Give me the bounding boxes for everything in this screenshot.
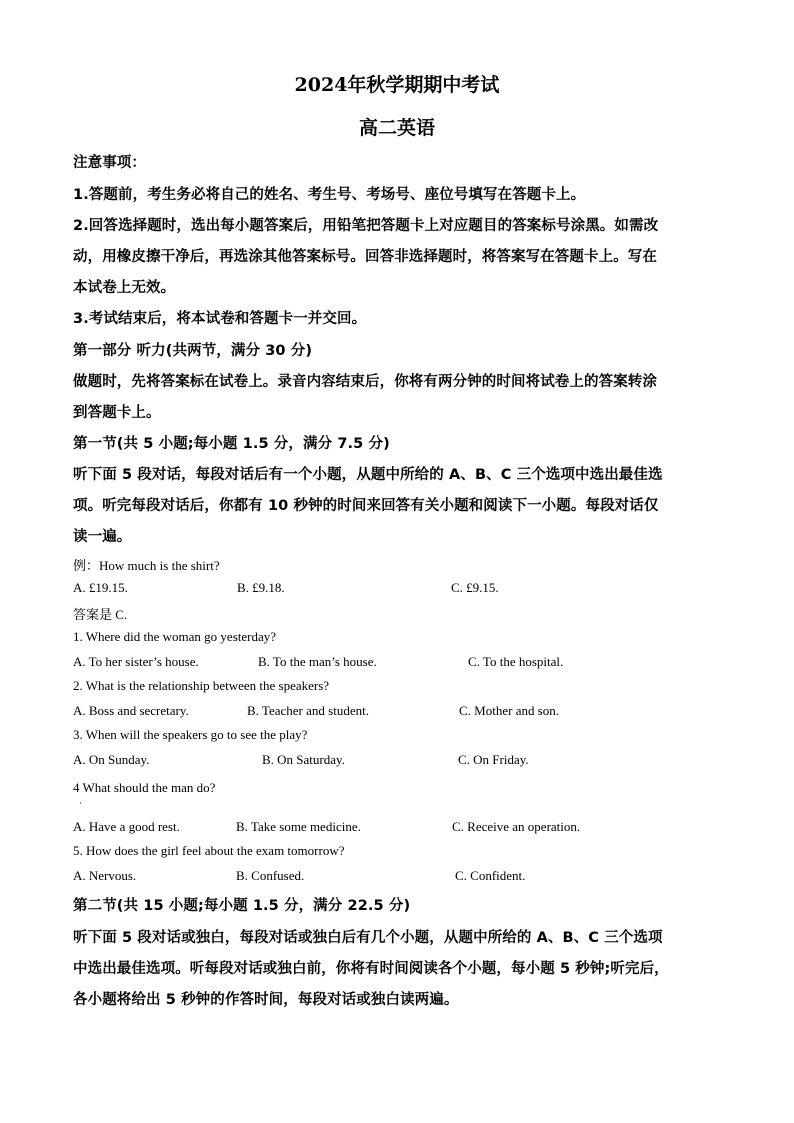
question-3-option-a: A. On Sunday. (73, 752, 150, 767)
question-2-option-b: B. Teacher and student. (247, 703, 369, 718)
question-4: 4 What should the man do? (73, 780, 216, 795)
section2-instruction-1: 听下面 5 段对话或独白，每段对话或独白后有几个小题，从题中所给的 A、B、C 三个选项 (73, 930, 663, 946)
example-question: 例：How much is the shirt? (73, 558, 220, 573)
example-option-b: B. £9.18. (237, 580, 285, 595)
part1-heading: 第一部分 听力(共两节，满分 30 分) (73, 343, 313, 359)
question-4-option-a: A. Have a good rest. (73, 819, 180, 834)
section1-instruction-3: 读一遍。 (73, 529, 132, 545)
question-2-option-a: A. Boss and secretary. (73, 703, 189, 718)
question-5: 5. How does the girl feel about the exam tomorrow? (73, 843, 345, 858)
question-3-option-c: C. On Friday. (458, 752, 529, 767)
part1-instruction-1: 做题时，先将答案标在试卷上。录音内容结束后，你将有两分钟的时间将试卷上的答案转涂 (73, 374, 657, 390)
question-1-option-a: A. To her sister’s house. (73, 654, 199, 669)
question-4-option-b: B. Take some medicine. (236, 819, 361, 834)
notice-item-3: 3.考试结束后，将本试卷和答题卡一并交回。 (73, 311, 367, 327)
notice-item-2-end: 本试卷上无效。 (73, 280, 176, 296)
question-1-option-c: C. To the hospital. (468, 654, 564, 669)
notice-item-2-cont: 动，用橡皮擦干净后，再选涂其他答案标号。回答非选择题时，将答案写在答题卡上。写在 (73, 249, 657, 265)
question-1-option-b: B. To the man’s house. (258, 654, 377, 669)
question-3: 3. When will the speakers go to see the play? (73, 727, 308, 742)
question-1: 1. Where did the woman go yesterday? (73, 629, 276, 644)
notice-item-1: 1.答题前，考生务必将自己的姓名、考生号、考场号、座位号填写在答题卡上。 (73, 187, 586, 203)
section1-instruction-2: 项。听完每段对话后，你都有 10 秒钟的时间来回答有关小题和阅读下一小题。每段对话仅 (73, 498, 659, 514)
notice-heading: 注意事项： (73, 155, 146, 171)
example-option-a: A. £19.15. (73, 580, 128, 595)
notice-item-2: 2.回答选择题时，选出每小题答案后，用铅笔把答题卡上对应题目的答案标号涂黑。如需改 (73, 218, 659, 234)
example-answer: 答案是 C. (73, 607, 128, 622)
question-5-option-b: B. Confused. (236, 868, 305, 883)
part1-instruction-2: 到答题卡上。 (73, 405, 161, 421)
question-3-option-b: B. On Saturday. (262, 752, 345, 767)
question-5-option-a: A. Nervous. (73, 868, 137, 883)
section1-instruction-1: 听下面 5 段对话，每段对话后有一个小题，从题中所给的 A、B、C 三个选项中选出最佳选 (73, 467, 663, 483)
section2-heading: 第二节(共 15 小题;每小题 1.5 分，满分 22.5 分) (73, 898, 411, 914)
example-option-c: C. £9.15. (451, 580, 499, 595)
section2-instruction-3: 各小题将给出 5 秒钟的作答时间，每段对话或独白读两遍。 (73, 992, 459, 1008)
question-5-option-c: C. Confident. (455, 868, 526, 883)
exam-subject: 高二英语 (358, 117, 435, 139)
question-2-option-c: C. Mother and son. (459, 703, 560, 718)
stray-mark: · (79, 798, 82, 808)
section1-heading: 第一节(共 5 小题;每小题 1.5 分，满分 7.5 分) (73, 436, 390, 452)
exam-title: 2024年秋学期期中考试 (294, 74, 500, 96)
question-4-option-c: C. Receive an operation. (452, 819, 581, 834)
section2-instruction-2: 中选出最佳选项。听每段对话或独白前，你将有时间阅读各个小题，每小题 5 秒钟;听完后， (73, 961, 669, 977)
question-2: 2. What is the relationship between the speakers? (73, 678, 330, 693)
